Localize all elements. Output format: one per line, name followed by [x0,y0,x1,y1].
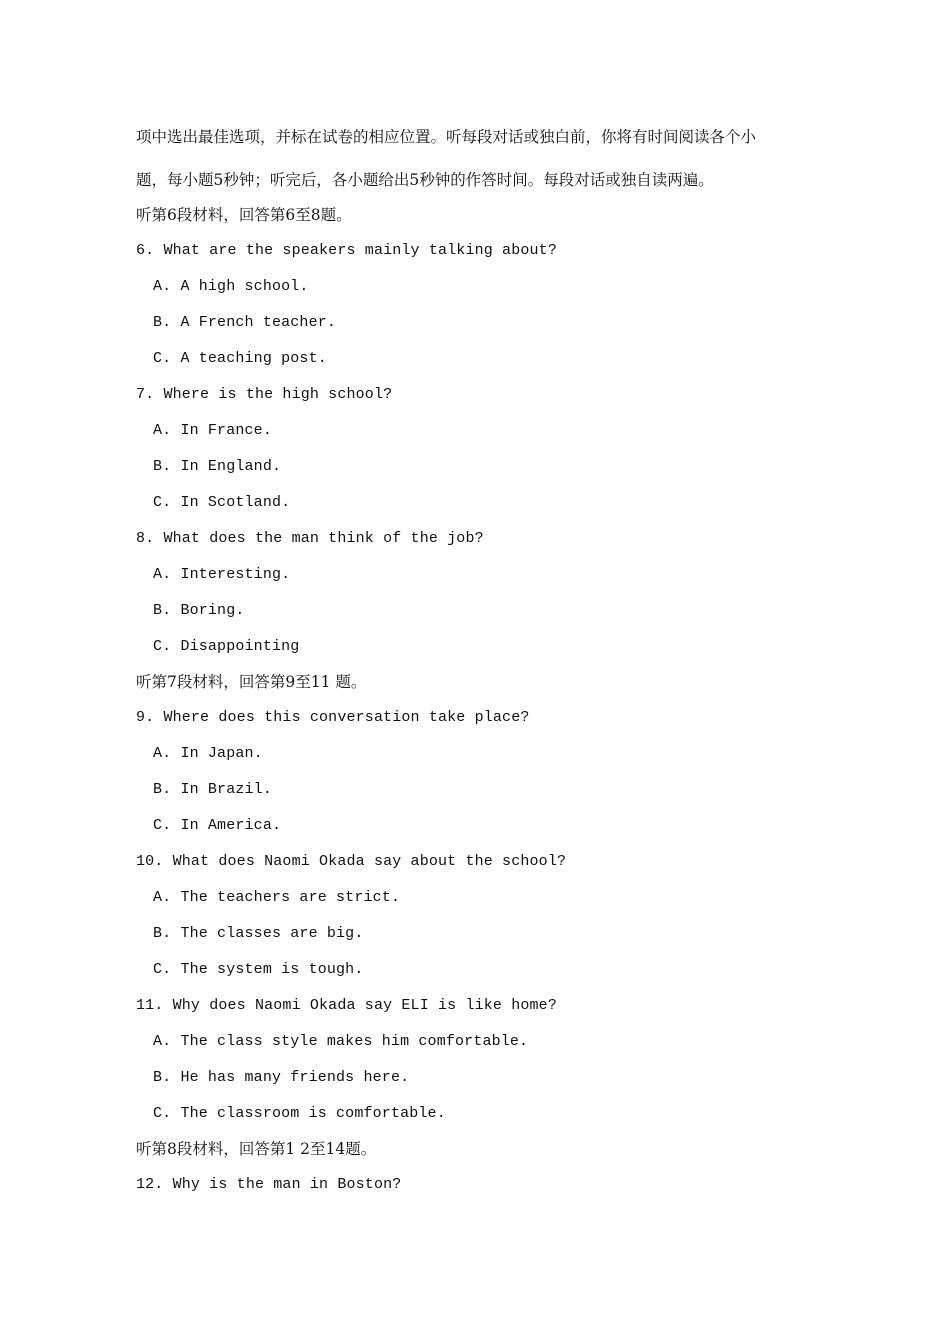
answer-option: C. The classroom is comfortable. [153,1105,446,1122]
section-heading: 听第7段材料，回答第9至11 题。 [136,673,367,691]
answer-option: B. He has many friends here. [153,1069,410,1086]
answer-option: C. The system is tough. [153,961,364,978]
answer-option: A. Interesting. [153,566,291,583]
answer-option: A. A high school. [153,278,309,295]
question-stem: 7. Where is the high school? [136,386,393,403]
question-stem: 10. What does Naomi Okada say about the school? [136,853,567,870]
question-stem: 12. Why is the man in Boston? [136,1176,402,1193]
answer-option: A. The class style makes him comfortable. [153,1033,529,1050]
answer-option: B. In Brazil. [153,781,272,798]
question-stem: 8. What does the man think of the job? [136,530,484,547]
answer-option: A. In France. [153,422,272,439]
answer-option: C. A teaching post. [153,350,327,367]
answer-option: B. Boring. [153,602,245,619]
answer-option: A. The teachers are strict. [153,889,401,906]
question-stem: 11. Why does Naomi Okada say ELI is like home? [136,997,557,1014]
section-heading: 听第8段材料，回答第1 2至14题。 [136,1140,377,1158]
answer-option: B. In England. [153,458,282,475]
instructions-line-1: 项中选出最佳选项，并标在试卷的相应位置。听每段对话或独白前，你将有时间阅读各个小 [136,128,757,146]
question-stem: 6. What are the speakers mainly talking about? [136,242,557,259]
answer-option: B. A French teacher. [153,314,337,331]
answer-option: C. In Scotland. [153,494,291,511]
instructions-line-2: 题，每小题5秒钟；听完后，各小题给出5秒钟的作答时间。每段对话或独自读两遍。 [136,171,714,189]
question-stem: 9. Where does this conversation take place? [136,709,530,726]
answer-option: A. In Japan. [153,745,263,762]
section-heading: 听第6段材料，回答第6至8题。 [136,206,352,224]
answer-option: C. In America. [153,817,282,834]
answer-option: B. The classes are big. [153,925,364,942]
answer-option: C. Disappointing [153,638,300,655]
